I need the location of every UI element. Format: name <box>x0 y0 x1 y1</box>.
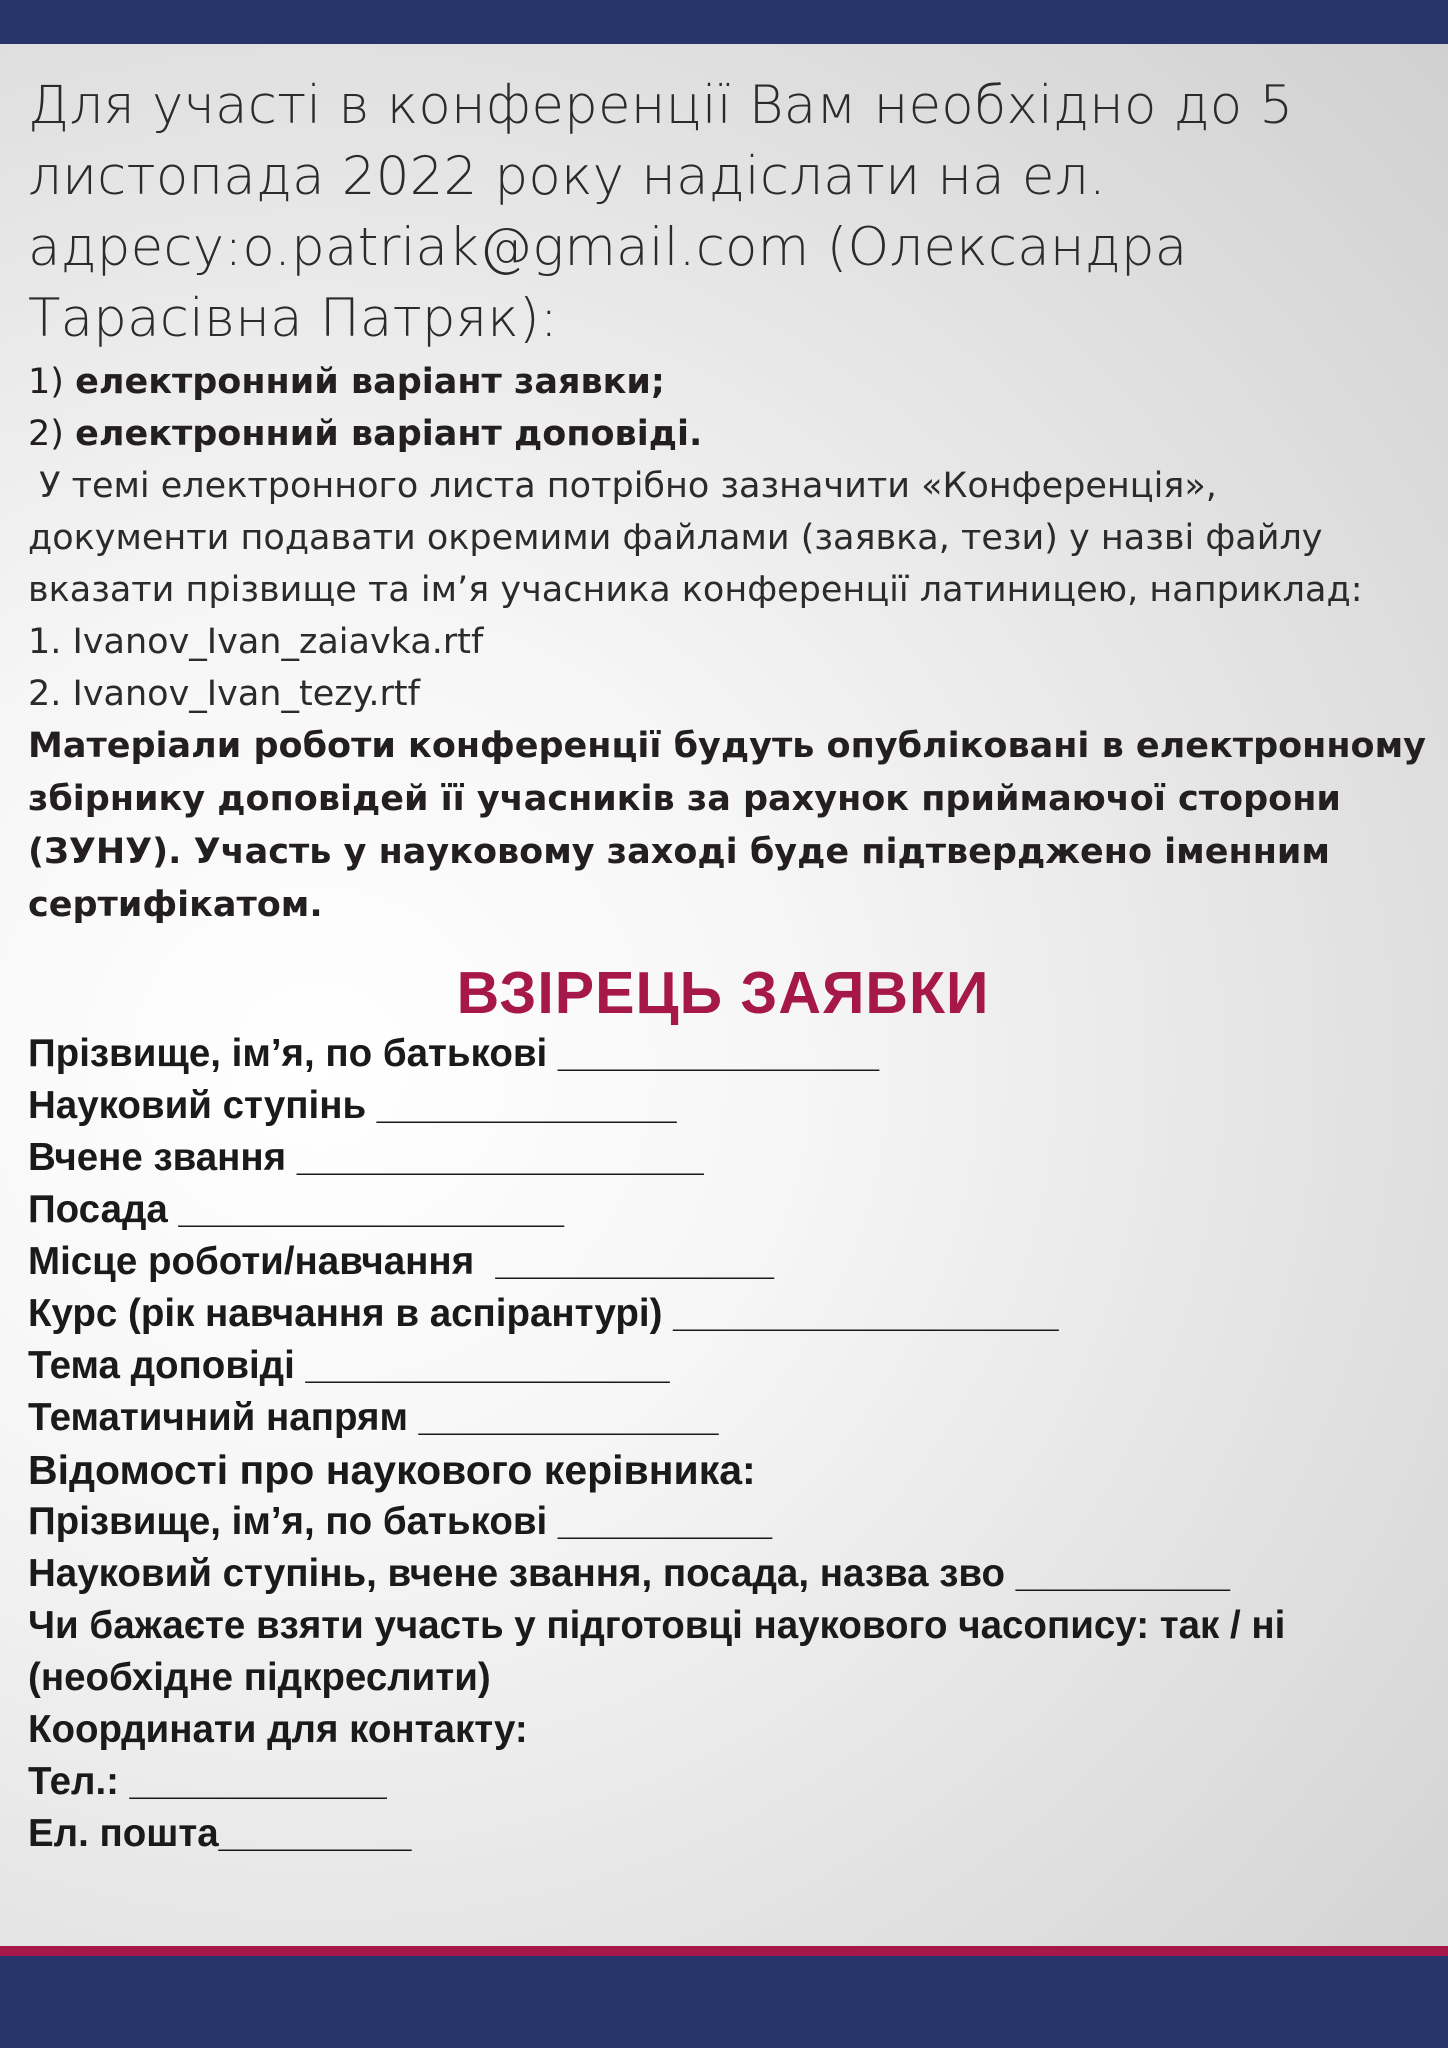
form-heading-supervisor: Відомості про наукового керівника: <box>28 1447 756 1493</box>
top-navy-band <box>0 0 1448 44</box>
requirement-number: 2) <box>28 414 64 454</box>
requirement-text: електронний варіант доповіді. <box>75 414 703 454</box>
intro-paragraph: Для участі в конференції Вам необхідно до 5 листопада 2022 року надіслати на ел. адресу:o.patriak@gmail.com (Олександра Тарасівна Патряк): <box>28 75 1294 349</box>
requirement-number: 1) <box>28 362 64 402</box>
form-line-supervisor-details: Науковий ступінь, вчене звання, посада, назва зво __________ <box>28 1552 1230 1595</box>
publication-info: Матеріали роботи конференції будуть опубліковані в електронному збірнику доповідей її учасників за рахунок приймаючої сторони (ЗУНУ). Участь у науковому заході буде підтверджено іменним сертифікатом. <box>28 726 1427 925</box>
form-line-workplace: Місце роботи/навчання _____________ <box>28 1240 774 1283</box>
bottom-crimson-stripe <box>0 1946 1448 1956</box>
form-line-degree: Науковий ступінь ______________ <box>28 1084 677 1127</box>
form-line-position: Посада __________________ <box>28 1188 564 1231</box>
requirement-text: електронний варіант заявки; <box>75 362 665 402</box>
form-line-thematic-direction: Тематичний напрям ______________ <box>28 1396 719 1439</box>
example-filename-2: 2. Ivanov_Ivan_tezy.rtf <box>28 674 420 714</box>
application-sample-title: ВЗІРЕЦЬ ЗАЯВКИ <box>456 960 990 1026</box>
example-filename-1: 1. Ivanov_Ivan_zaiavka.rtf <box>28 622 484 662</box>
requirement-item-1 <box>28 356 1428 408</box>
form-heading-contacts: Координати для контакту: <box>28 1708 528 1751</box>
form-line-full-name: Прізвище, ім’я, по батькові _______________ <box>28 1032 880 1075</box>
form-line-academic-title: Вчене звання ___________________ <box>28 1136 704 1179</box>
application-form <box>28 1028 1428 1860</box>
form-line-supervisor-name: Прізвище, ім’я, по батькові __________ <box>28 1500 773 1543</box>
note-paragraph: У темі електронного листа потрібно зазначити «Конференція», документи подавати окремими файлами (заявка, тези) у назві файлу вказати прізвище та ім’я учасника конференції латиницею, наприклад: <box>28 466 1363 610</box>
form-line-phone: Тел.: ____________ <box>28 1760 387 1803</box>
requirements-list <box>28 356 1428 460</box>
form-line-report-topic: Тема доповіді _________________ <box>28 1344 670 1387</box>
submission-note <box>28 460 1428 720</box>
form-line-email: Ел. пошта_________ <box>28 1812 412 1855</box>
form-line-journal-participation: Чи бажаєте взяти участь у підготовці наукового часопису: так / ні (необхідне підкреслити) <box>28 1604 1286 1699</box>
requirement-item-2 <box>28 408 1428 460</box>
bottom-navy-band <box>0 1956 1448 2048</box>
document-body <box>28 70 1428 1860</box>
form-line-course: Курс (рік навчання в аспірантурі) __________________ <box>28 1292 1059 1335</box>
